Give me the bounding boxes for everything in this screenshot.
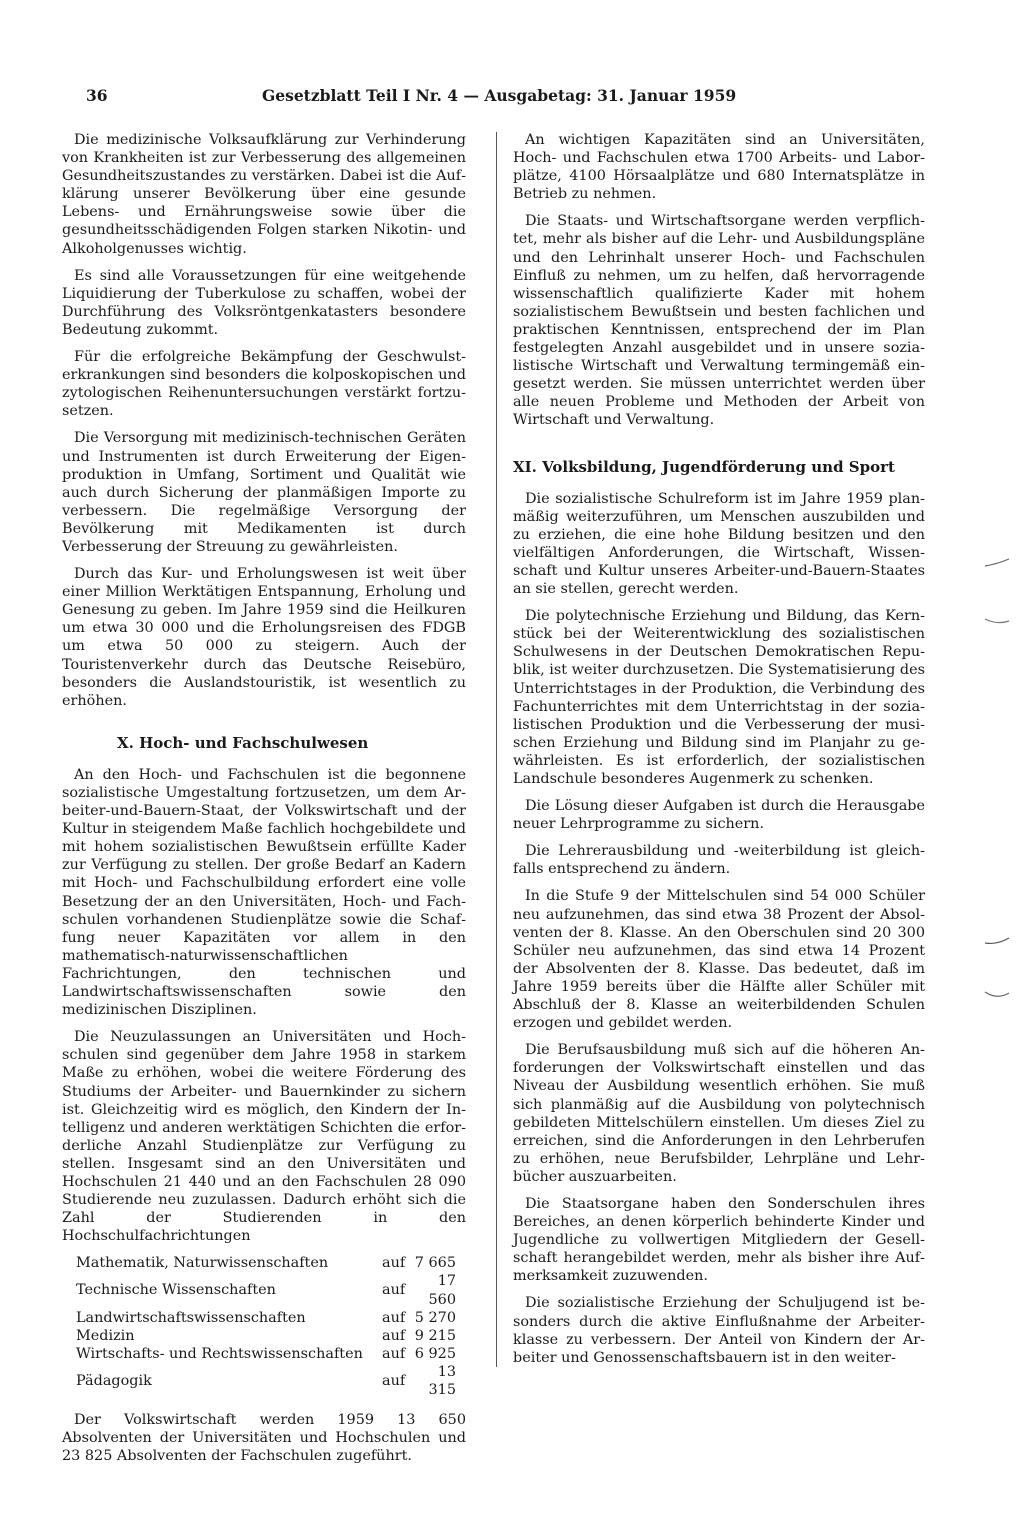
paragraph: Die Neuzulassungen an Universitäten und Hochschulen sind gegenüber dem Jahre 1958 in starkem Maße zu erhöhen, wobei die weitere Förderung des Studiums der Arbeiter- und Bauernkinder zu sichern ist. Gleichzeitig wird es möglich, den Kindern der Intelligenz und anderen werktätigen Schichten die erforderliche Anzahl Studienplätze zur Verfügung zu stellen. Insgesamt sind an den Universitäten und Hochschulen 21 440 und an den Fachschulen 28 090 Studierende neu zuzulassen. Dadurch erhöht sich die Zahl der Studierenden in den Hochschulfachrichtungen	[62, 1029, 466, 1245]
field-name: Medizin	[76, 1327, 135, 1344]
table-row	[76, 1327, 456, 1345]
paragraph: An den Hoch- und Fachschulen ist die begonnene sozialistische Umgestaltung fortzusetzen, um dem Arbeiter-und-Bauern-Staat, der Volkswirtschaft und der Kultur in steigendem Maße fachlich hochgebildete und mit hohem sozialistischen Bewußtsein erfüllte Kader zur Verfügung zu stellen. Der große Bedarf an Kadern mit Hoch- und Fachschulbildung erfordert eine volle Besetzung der an den Universitäten, Hoch- und Fachschulen vorhandenen Studienplätze sowie die Schaffung neuer Kapazitäten vor allem in den mathematisch-naturwissenschaftlichen Fachrichtungen, den technischen und Landwirtschaftswissenschaften sowie den medizinischen Disziplinen.	[62, 766, 466, 1019]
field-auf: auf	[382, 1255, 406, 1272]
field-name: Landwirtschaftswissenschaften	[76, 1309, 306, 1326]
field-auf: auf	[382, 1282, 406, 1299]
paragraph: Die polytechnische Erziehung und Bildung, das Kernstück bei der Weiterentwicklung des sozialistischen Schulwesens in der Deutschen Demokratischen Republik, ist weiter durchzusetzen. Die Systematisierung des Unterrichtstages in der Produktion, die Verbindung des Fachunterrichtes mit dem Unterrichtstag in der sozialistischen Produktion und die Verbesserung der musischen Erziehung und Bildung sind im Planjahr zu gewährleisten. Es ist erforderlich, der sozialistischen Landschule besonderes Augenmerk zu schenken.	[513, 608, 925, 787]
running-title: Gesetzblatt Teil I Nr. 4 — Ausgabetag: 31. Januar 1959	[262, 86, 737, 105]
field-auf: auf	[382, 1309, 406, 1326]
paragraph: Die sozialistische Erziehung der Schuljugend ist besonders durch die aktive Einflußnahme der Arbeiterklasse zu verbessern. Der Anteil von Kindern der Arbeiter und Genossenschaftsbauern ist in den weiter-	[513, 1295, 925, 1366]
margin-mark-icon	[984, 936, 1010, 946]
paragraph: Der Volkswirtschaft werden 1959 13 650 Absolventen der Universitäten und Hochschulen und 23 825 Absolventen der Fachschulen zugeführt.	[62, 1412, 466, 1465]
page-number: 36	[86, 86, 108, 105]
study-fields-table	[76, 1254, 456, 1399]
table-row	[76, 1345, 456, 1363]
field-name: Wirtschafts- und Rechtswissenschaften	[76, 1345, 363, 1362]
field-value: 13 315	[428, 1363, 456, 1398]
margin-mark-icon	[984, 558, 1010, 568]
margin-mark-icon	[984, 616, 1010, 626]
section-heading-xi: XI. Volksbildung, Jugendförderung und Sport	[513, 457, 895, 476]
field-auf: auf	[382, 1372, 406, 1389]
table-row	[76, 1363, 456, 1399]
field-value: 5 270	[414, 1309, 456, 1326]
field-value: 7 665	[414, 1255, 456, 1272]
field-value: 6 925	[414, 1345, 456, 1362]
column-divider	[496, 132, 497, 1367]
paragraph: Durch das Kur- und Erholungswesen ist weit über einer Million Werktätigen Entspannung, Erholung und Genesung zu geben. Im Jahre 1959 sind die Heilkuren um etwa 30 000 und die Erholungsreisen des FDGB um etwa 50 000 zu steigern. Auch der Touristenverkehr durch das Deutsche Reisebüro, besonders die Auslandstouristik, ist wesentlich zu erhöhen.	[62, 566, 466, 709]
right-column	[513, 131, 925, 1376]
paragraph: Es sind alle Voraussetzungen für eine weitgehende Liquidierung der Tuberkulose zu schaffen, wobei der Durchführung des Volksröntgenkatasters besondere Bedeutung zukommt.	[62, 267, 466, 338]
section-heading-x: X. Hoch- und Fachschulwesen	[117, 733, 369, 752]
paragraph: Die Lehrerausbildung und -weiterbildung ist gleichfalls entsprechend zu ändern.	[513, 843, 925, 878]
page-header	[86, 86, 924, 110]
paragraph: Die Staats- und Wirtschaftsorgane werden verpflichtet, mehr als bisher auf die Lehr- und Ausbildungspläne und den Lehrinhalt unserer Hoch- und Fachschulen Einfluß zu nehmen, um zu helfen, daß hervorragende wissenschaftlich qualifizierte Kader mit hohem sozialistischem Bewußtsein und besten fachlichen und praktischen Kenntnissen, entsprechend der im Plan festgelegten Anzahl ausgebildet und in unsere sozialistische Wirtschaft und Verwaltung termingemäß eingesetzt werden. Sie müssen unterrichtet werden über alle neuen Probleme und Methoden der Arbeit von Wirtschaft und Verwaltung.	[513, 213, 925, 429]
paragraph: Die Berufsausbildung muß sich auf die höheren Anforderungen der Volkswirtschaft einstellen und das Niveau der Ausbildung wesentlich erhöhen. Sie muß sich planmäßig auf die Ausbildung von polytechnisch gebildeten Mittelschülern einstellen. Um dieses Ziel zu erreichen, sind die Anforderungen in den Lehrberufen zu erhöhen, neue Berufsbilder, Lehrpläne und Lehrbücher auszuarbeiten.	[513, 1042, 925, 1185]
paragraph: Die Versorgung mit medizinisch-technischen Geräten und Instrumenten ist durch Erweiterung der Eigenproduktion in Umfang, Sortiment und Qualität wie auch durch Sicherung der planmäßigen Importe zu verbessern. Die regelmäßige Versorgung der Bevölkerung mit Medikamenten ist durch Verbesserung der Streuung zu gewährleisten.	[62, 430, 466, 555]
table-row	[76, 1254, 456, 1272]
paragraph: Die Staatsorgane haben den Sonderschulen ihres Bereiches, an denen körperlich behinderte Kinder und Jugendliche zu vollwertigen Mitgliedern der Gesellschaft herangebildet werden, mehr als bisher ihre Aufmerksamkeit zuzuwenden.	[513, 1195, 925, 1285]
field-name: Technische Wissenschaften	[76, 1282, 276, 1299]
left-column	[62, 131, 466, 1474]
field-auf: auf	[382, 1327, 406, 1344]
table-row	[76, 1272, 456, 1308]
field-name: Mathematik, Naturwissenschaften	[76, 1255, 329, 1272]
paragraph: In die Stufe 9 der Mittelschulen sind 54 000 Schüler neu aufzunehmen, das sind etwa 38 Prozent der Absolventen der 8. Klasse. An den Oberschulen sind 20 300 Schüler neu aufzunehmen, das sind etwa 14 Prozent der Absolventen der 8. Klasse. Das bedeutet, daß im Jahre 1959 bereits über die Hälfte aller Schüler mit Abschluß der 8. Klasse an weiterbildenden Schulen erzogen und gebildet werden.	[513, 888, 925, 1032]
paragraph: Für die erfolgreiche Bekämpfung der Geschwulsterkrankungen sind besonders die kolposkopischen und zytologischen Reihenuntersuchungen verstärkt fortzusetzen.	[62, 349, 466, 420]
margin-mark-icon	[984, 990, 1010, 1000]
table-row	[76, 1309, 456, 1327]
field-value: 17 560	[428, 1273, 456, 1308]
paragraph: An wichtigen Kapazitäten sind an Universitäten, Hoch- und Fachschulen etwa 1700 Arbeits- und Laborplätze, 4100 Hörsaalplätze und 680 Internatsplätze in Betrieb zu nehmen.	[513, 132, 925, 203]
paragraph: Die medizinische Volksaufklärung zur Verhinderung von Krankheiten ist zur Verbesserung des allgemeinen Gesundheitszustandes zu verstärken. Dabei ist die Aufklärung unserer Bevölkerung über eine gesunde Lebens- und Ernährungsweise sowie über die gesundheitsschädigenden Folgen starken Nikotin- und Alkoholgenusses wichtig.	[62, 132, 466, 257]
field-name: Pädagogik	[76, 1372, 152, 1389]
field-value: 9 215	[414, 1327, 456, 1344]
paragraph: Die Lösung dieser Aufgaben ist durch die Herausgabe neuer Lehrprogramme zu sichern.	[513, 798, 925, 833]
paragraph: Die sozialistische Schulreform ist im Jahre 1959 planmäßig weiterzuführen, um Menschen auszubilden und zu erziehen, die eine hohe Bildung besitzen und den vielfältigen Anforderungen, die Wirtschaft, Wissenschaft und Kultur unseres Arbeiter-und-Bauern-Staates an sie stellen, gerecht werden.	[513, 490, 925, 598]
field-auf: auf	[382, 1345, 406, 1362]
